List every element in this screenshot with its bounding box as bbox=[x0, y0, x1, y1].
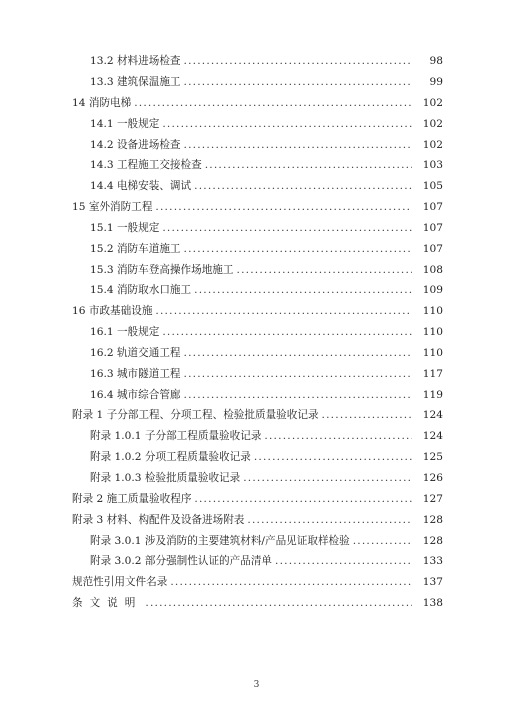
toc-entry-label: 15 室外消防工程 bbox=[72, 201, 153, 214]
toc-leader-dots bbox=[194, 494, 412, 505]
toc-entry-page: 102 bbox=[422, 138, 443, 151]
toc-entry-label: 条文说明 bbox=[72, 597, 143, 610]
toc-leader-dots bbox=[155, 202, 412, 213]
toc-entry-page: 107 bbox=[422, 221, 443, 234]
toc-entry-label: 15.1 一般规定 bbox=[90, 221, 160, 234]
toc-leader-dots bbox=[322, 410, 412, 421]
toc-entry[interactable] bbox=[0, 489, 513, 510]
toc-leader-dots bbox=[184, 390, 412, 401]
toc-entry-label: 16.4 城市综合管廊 bbox=[90, 388, 181, 401]
toc-leader-dots bbox=[194, 181, 412, 192]
toc-entry-label: 附录 3 材料、构配件及设备进场附表 bbox=[72, 513, 245, 526]
toc-entry-page: 102 bbox=[422, 117, 443, 130]
toc-entry[interactable] bbox=[0, 426, 513, 447]
toc-entry-label: 附录 1.0.1 子分部工程质量验收记录 bbox=[90, 430, 262, 443]
toc-entry-page: 124 bbox=[422, 409, 443, 422]
toc-entry-label: 14.2 设备进场检查 bbox=[90, 138, 181, 151]
toc-entry[interactable] bbox=[0, 385, 513, 406]
toc-entry[interactable] bbox=[0, 176, 513, 197]
toc-leader-dots bbox=[275, 556, 412, 567]
toc-entry[interactable] bbox=[0, 72, 513, 93]
toc-entry-label: 15.3 消防车登高操作场地施工 bbox=[90, 263, 234, 276]
toc-entry-page: 102 bbox=[422, 96, 443, 109]
toc-leader-dots bbox=[247, 515, 412, 526]
toc-entry[interactable] bbox=[0, 510, 513, 531]
toc-entry[interactable] bbox=[0, 280, 513, 301]
toc-entry-page: 103 bbox=[422, 159, 443, 172]
toc-leader-dots bbox=[184, 348, 412, 359]
toc-entry[interactable] bbox=[0, 572, 513, 593]
toc-entry[interactable] bbox=[0, 197, 513, 218]
toc-entry-page: 124 bbox=[422, 430, 443, 443]
toc-entry[interactable] bbox=[0, 239, 513, 260]
toc-entry-label: 14.4 电梯安装、调试 bbox=[90, 180, 192, 193]
toc-entry-label: 附录 3.0.2 部分强制性认证的产品清单 bbox=[90, 555, 273, 568]
toc-entry[interactable] bbox=[0, 218, 513, 239]
toc-leader-dots bbox=[145, 598, 412, 609]
toc-leader-dots bbox=[162, 327, 412, 338]
page-number: 3 bbox=[253, 680, 260, 690]
toc-entry[interactable] bbox=[0, 364, 513, 385]
toc-entry-label: 规范性引用文件名录 bbox=[72, 576, 168, 589]
toc-entry-page: 125 bbox=[422, 451, 443, 464]
toc-entry[interactable] bbox=[0, 468, 513, 489]
toc-leader-dots bbox=[353, 536, 412, 547]
toc-entry[interactable] bbox=[0, 301, 513, 322]
toc-entry[interactable] bbox=[0, 51, 513, 72]
toc-entry[interactable] bbox=[0, 259, 513, 280]
toc-entry-label: 13.3 建筑保温施工 bbox=[90, 75, 181, 88]
toc-entry-page: 126 bbox=[422, 472, 443, 484]
toc-entry-page: 110 bbox=[422, 326, 443, 339]
toc-leader-dots bbox=[155, 306, 412, 317]
toc-entry-label: 附录 1 子分部工程、分项工程、检验批质量验收记录 bbox=[72, 409, 319, 422]
toc-leader-dots bbox=[205, 160, 412, 171]
toc-entry-label: 16.3 城市隧道工程 bbox=[90, 367, 181, 380]
toc-leader-dots bbox=[162, 223, 412, 234]
toc-entry-page: 117 bbox=[422, 367, 443, 380]
toc-entry-page: 108 bbox=[422, 263, 443, 276]
toc-leader-dots bbox=[184, 140, 412, 151]
toc-entry-page: 133 bbox=[422, 555, 443, 568]
toc-entry[interactable] bbox=[0, 343, 513, 364]
toc-entry[interactable] bbox=[0, 93, 513, 114]
toc-leader-dots bbox=[254, 452, 412, 463]
toc-entry-page: 107 bbox=[422, 242, 443, 255]
toc-entry-label: 16.1 一般规定 bbox=[90, 326, 160, 339]
toc-entry[interactable] bbox=[0, 447, 513, 468]
toc-entry[interactable] bbox=[0, 593, 513, 614]
toc-entry-page: 119 bbox=[422, 388, 443, 401]
toc-leader-dots bbox=[162, 119, 412, 130]
toc-entry-page: 107 bbox=[422, 201, 443, 214]
toc-entry[interactable] bbox=[0, 405, 513, 426]
toc-entry-page: 110 bbox=[422, 346, 443, 359]
toc-entry-page: 99 bbox=[429, 75, 443, 88]
toc-leader-dots bbox=[184, 77, 412, 88]
toc-entry[interactable] bbox=[0, 322, 513, 343]
toc-leader-dots bbox=[184, 369, 412, 380]
toc-leader-dots bbox=[243, 473, 412, 484]
toc-entry-label: 15.4 消防取水口施工 bbox=[90, 284, 192, 297]
toc-leader-dots bbox=[194, 285, 412, 296]
toc-entry-label: 14 消防电梯 bbox=[72, 96, 132, 109]
toc-entry-page: 98 bbox=[429, 55, 443, 68]
toc-entry-label: 14.3 工程施工交接检查 bbox=[90, 159, 202, 172]
toc-entry-page: 128 bbox=[422, 513, 443, 526]
toc-entry-page: 127 bbox=[422, 492, 443, 505]
toc-leader-dots bbox=[184, 244, 412, 255]
toc-entry-page: 109 bbox=[422, 284, 443, 297]
toc-entry-page: 137 bbox=[422, 576, 443, 589]
toc-entry[interactable] bbox=[0, 551, 513, 572]
toc-entry-label: 14.1 一般规定 bbox=[90, 117, 160, 130]
toc-entry-page: 128 bbox=[422, 534, 443, 547]
toc-entry-label: 13.2 材料进场检查 bbox=[90, 55, 181, 68]
toc-entry-label: 15.2 消防车道施工 bbox=[90, 242, 181, 255]
toc-entry-label: 附录 1.0.2 分项工程质量验收记录 bbox=[90, 451, 251, 464]
toc-entry[interactable] bbox=[0, 134, 513, 155]
toc-entry-page: 138 bbox=[422, 597, 443, 610]
toc-entry[interactable] bbox=[0, 114, 513, 135]
toc-leader-dots bbox=[170, 577, 412, 588]
toc-entry-label: 16 市政基础设施 bbox=[72, 305, 153, 318]
toc-entry-page: 110 bbox=[422, 305, 443, 318]
toc-entry-page: 105 bbox=[422, 180, 443, 193]
toc-entry[interactable] bbox=[0, 530, 513, 551]
toc-leader-dots bbox=[237, 265, 413, 276]
toc-entry-label: 16.2 轨道交通工程 bbox=[90, 346, 181, 359]
toc-entry[interactable] bbox=[0, 155, 513, 176]
toc-leader-dots bbox=[184, 56, 412, 67]
toc-entry-label: 附录 1.0.3 检验批质量验收记录 bbox=[90, 472, 241, 484]
table-of-contents bbox=[0, 51, 513, 614]
toc-leader-dots bbox=[134, 98, 412, 109]
toc-leader-dots bbox=[264, 431, 412, 442]
toc-entry-label: 附录 3.0.1 涉及消防的主要建筑材料/产品见证取样检验 bbox=[90, 534, 350, 547]
toc-entry-label: 附录 2 施工质量验收程序 bbox=[72, 492, 192, 505]
